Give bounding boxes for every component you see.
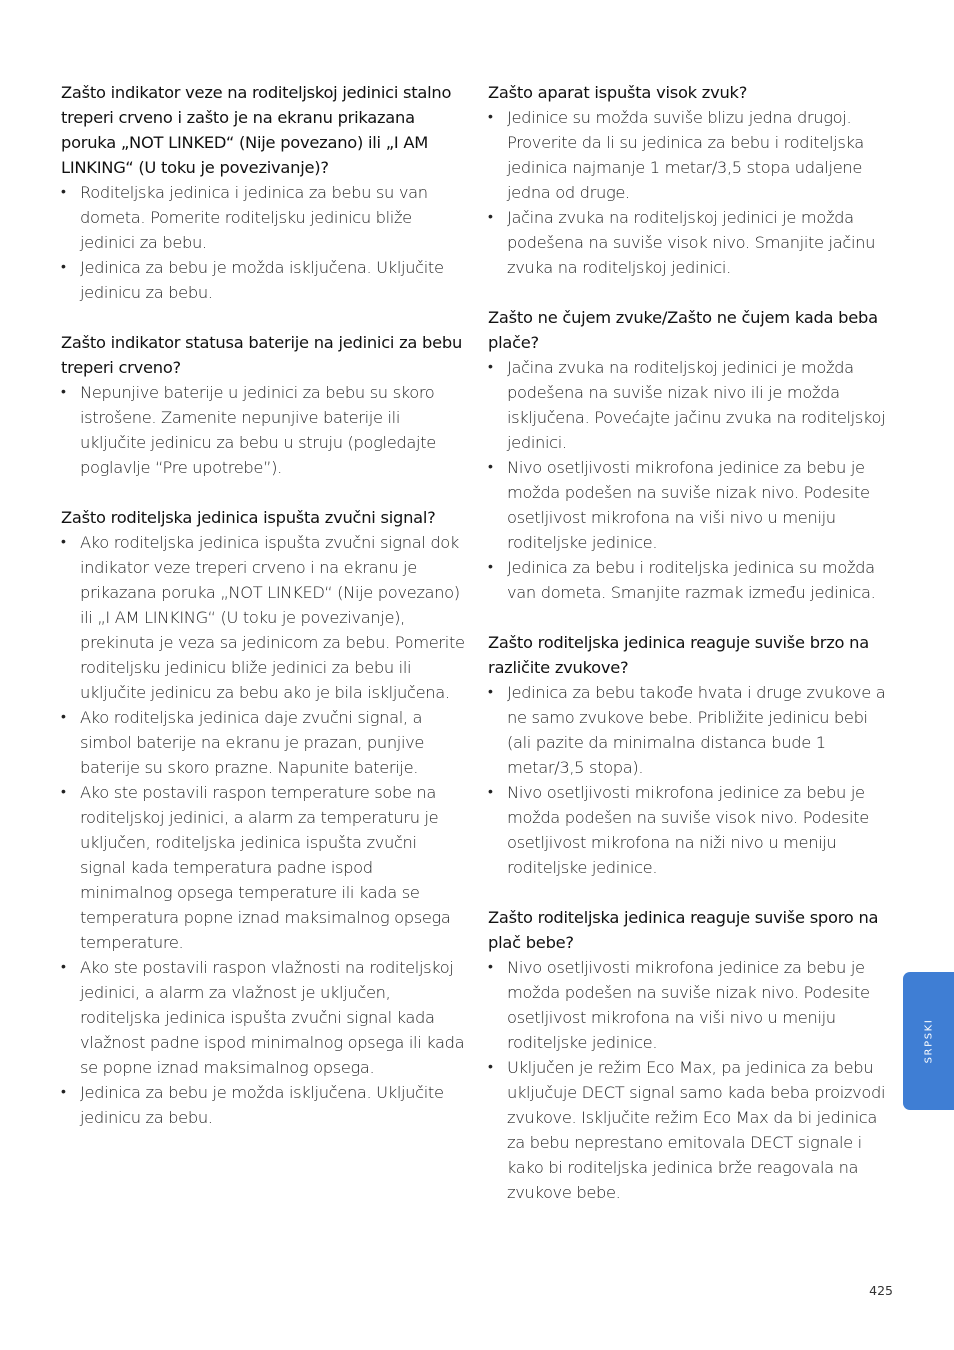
faq-answer-item: • Roditeljska jedinica i jedinica za bebu su van dometa. Pomerite roditeljsku jedinicu bliže jedinici za bebu. <box>61 180 467 255</box>
faq-answer-list <box>488 680 894 880</box>
left-column <box>61 80 467 1155</box>
faq-section <box>488 630 894 880</box>
faq-answer-item: • Ako ste postavili raspon vlažnosti na roditeljskoj jedinici, a alarm za vlažnost je uključen, roditeljska jedinica ispušta zvučni signal kada vlažnost padne ispod minimalnog opsega ili kada se popne iznad maksimalnog opsega. <box>61 955 467 1080</box>
faq-answer-item: • Jedinica za bebu i roditeljska jedinica su možda van dometa. Smanjite razmak između jedinica. <box>488 555 894 605</box>
faq-section <box>488 905 894 1205</box>
faq-question: Zašto roditeljska jedinica ispušta zvučni signal? <box>61 508 436 527</box>
faq-answer-item: • Nivo osetljivosti mikrofona jedinice za bebu je možda podešen na suviše visok nivo. Podesite osetljivost mikrofona na niži nivo u meniju roditeljske jedinice. <box>488 780 894 880</box>
faq-answer-item: • Jedinica za bebu je možda isključena. Uključite jedinicu za bebu. <box>61 1080 467 1130</box>
faq-answer-item: • Nivo osetljivosti mikrofona jedinice za bebu je možda podešen na suviše nizak nivo. Podesite osetljivost mikrofona na viši nivo u meniju roditeljske jedinice. <box>488 955 894 1055</box>
faq-section <box>488 80 894 280</box>
faq-answer-item: • Jačina zvuka na roditeljskoj jedinici je možda podešena na suviše nizak nivo ili je možda isključena. Povećajte jačinu zvuka na roditeljskoj jedinici. <box>488 355 894 455</box>
faq-question: Zašto ne čujem zvuke/Zašto ne čujem kada beba plače? <box>488 308 878 352</box>
faq-answer-item: • Nepunjive baterije u jedinici za bebu su skoro istrošene. Zamenite nepunjive baterije ili uključite jedinicu za bebu u struju (pogledajte poglavlje “Pre upotrebe”). <box>61 380 467 480</box>
faq-section <box>61 330 467 480</box>
faq-section <box>61 80 467 305</box>
faq-question: Zašto roditeljska jedinica reaguje suviše sporo na plač bebe? <box>488 908 879 952</box>
faq-question: Zašto aparat ispušta visok zvuk? <box>488 83 748 102</box>
right-column <box>488 80 894 1230</box>
faq-answer-item: • Jedinice su možda suviše blizu jedna drugoj. Proverite da li su jedinica za bebu i roditeljska jedinica najmanje 1 metar/3,5 stopa udaljene jedna od druge. <box>488 105 894 205</box>
language-tab-label: SRPSKI <box>923 1018 934 1064</box>
faq-answer-list <box>61 180 467 305</box>
faq-question: Zašto indikator statusa baterije na jedinici za bebu treperi crveno? <box>61 333 463 377</box>
faq-answer-list <box>488 105 894 280</box>
faq-answer-list <box>61 380 467 480</box>
faq-answer-item: • Jačina zvuka na roditeljskoj jedinici je možda podešena na suviše visok nivo. Smanjite jačinu zvuka na roditeljskoj jedinici. <box>488 205 894 280</box>
page-number: 425 <box>869 1283 893 1298</box>
faq-answer-list <box>61 530 467 1130</box>
faq-answer-item: • Nivo osetljivosti mikrofona jedinice za bebu je možda podešen na suviše nizak nivo. Podesite osetljivost mikrofona na viši nivo u meniju roditeljske jedinice. <box>488 455 894 555</box>
faq-answer-item: • Ako roditeljska jedinica ispušta zvučni signal dok indikator veze treperi crveno i na ekranu je prikazana poruka „NOT LINKED“ (Nije povezano) ili „I AM LINKING“ (U toku je povezivanje), prekinuta je veza sa jedinicom za bebu. Pomerite roditeljsku jedinicu bliže jedinici za bebu ili uključite jedinicu za bebu ako je bila isključena. <box>61 530 467 705</box>
faq-answer-item: • Ako ste postavili raspon temperature sobe na roditeljskoj jedinici, a alarm za temperaturu je uključen, roditeljska jedinica ispušta zvučni signal kada temperatura padne ispod minimalnog opsega temperature ili kada se temperatura popne iznad maksimalnog opsega temperature. <box>61 780 467 955</box>
faq-answer-item: • Jedinica za bebu je možda isključena. Uključite jedinicu za bebu. <box>61 255 467 305</box>
faq-answer-item: • Uključen je režim Eco Max, pa jedinica za bebu uključuje DECT signal samo kada beba proizvodi zvukove. Isključite režim Eco Max da bi jedinica za bebu neprestano emitovala DECT signale i kako bi roditeljska jedinica brže reagovala na zvukove bebe. <box>488 1055 894 1205</box>
language-tab <box>903 972 954 1110</box>
faq-answer-list <box>488 355 894 605</box>
faq-answer-item: • Ako roditeljska jedinica daje zvučni signal, a simbol baterije na ekranu je prazan, punjive baterije su skoro prazne. Napunite baterije. <box>61 705 467 780</box>
faq-section <box>488 305 894 605</box>
faq-answer-list <box>488 955 894 1205</box>
faq-section <box>61 505 467 1130</box>
faq-question: Zašto indikator veze na roditeljskoj jedinici stalno treperi crveno i zašto je na ekranu prikazana poruka „NOT LINKED“ (Nije povezano) ili „I AM LINKING“ (U toku je povezivanje)? <box>61 83 452 177</box>
faq-answer-item: • Jedinica za bebu takođe hvata i druge zvukove a ne samo zvukove bebe. Približite jedinicu bebi (ali pazite da minimalna distanca bude 1 metar/3,5 stopa). <box>488 680 894 780</box>
faq-question: Zašto roditeljska jedinica reaguje suviše brzo na različite zvukove? <box>488 633 869 677</box>
